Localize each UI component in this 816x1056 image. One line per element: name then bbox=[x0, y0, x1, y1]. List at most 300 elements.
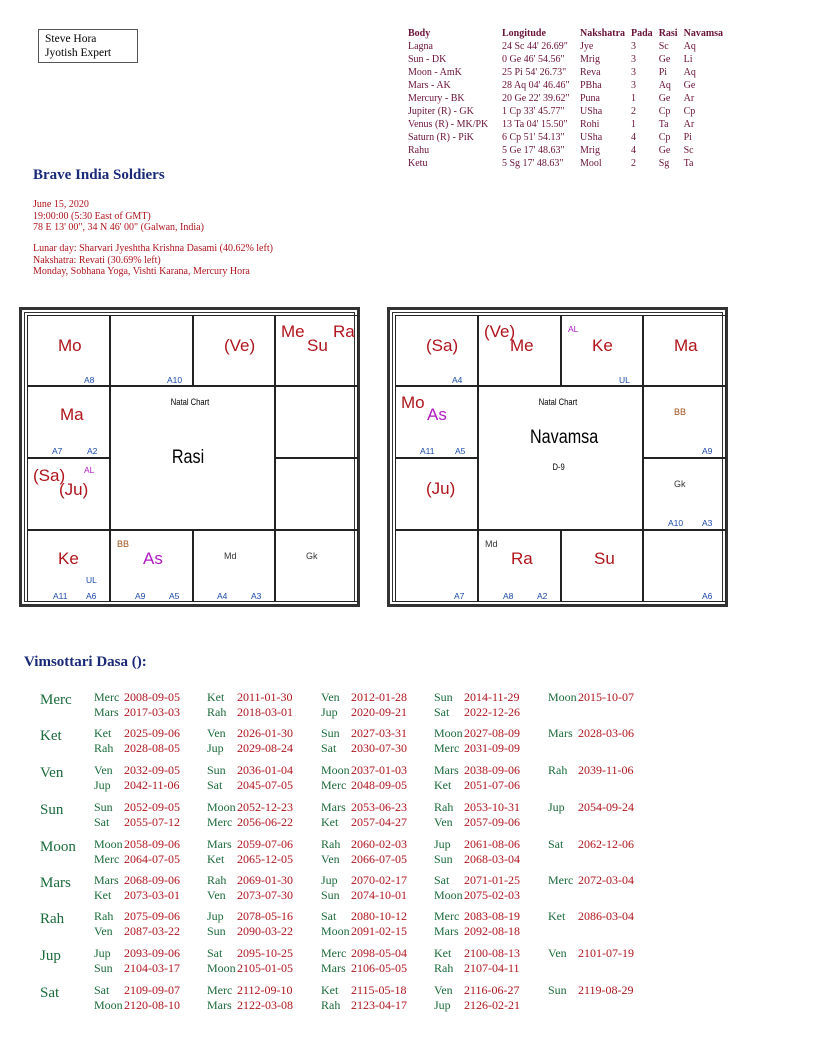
planet-body-cell: Sun - DK bbox=[408, 54, 447, 65]
planet-table bbox=[408, 27, 729, 170]
arudha-label: A4 bbox=[217, 591, 228, 601]
arudha-label: A2 bbox=[537, 591, 548, 601]
planet-label: Ke bbox=[58, 549, 79, 568]
house-cell bbox=[275, 530, 358, 602]
antardasa-date: 2068-09-06 bbox=[124, 873, 180, 887]
planet-longitude-cell: 0 Ge 46' 54.56" bbox=[502, 54, 565, 65]
antardasa-entry bbox=[434, 961, 520, 976]
antardasa-date: 2028-03-06 bbox=[578, 726, 634, 740]
antardasa-lord: Moon bbox=[321, 924, 350, 938]
brand-name: Steve Hora bbox=[45, 33, 97, 45]
col-rasi: Rasi bbox=[658, 28, 678, 39]
dasa-period bbox=[40, 800, 800, 834]
planet-label: Me bbox=[281, 322, 305, 341]
antardasa-date: 2052-12-23 bbox=[237, 800, 293, 814]
antardasa-date: 2071-01-25 bbox=[464, 873, 520, 887]
col-body: Body bbox=[408, 28, 431, 39]
chart-owner-title: Brave India Soldiers bbox=[33, 167, 165, 183]
antardasa-entry bbox=[434, 983, 520, 998]
antardasa-date: 2100-08-13 bbox=[464, 946, 520, 960]
arudha-label: BB bbox=[674, 407, 687, 417]
antardasa-entry bbox=[548, 909, 634, 924]
antardasa-lord: Rah bbox=[434, 800, 454, 814]
antardasa-lord: Ket bbox=[321, 983, 339, 997]
planet-navamsa-cell: Pi bbox=[683, 132, 692, 143]
antardasa-date: 2028-08-05 bbox=[124, 741, 180, 755]
antardasa-date: 2069-01-30 bbox=[237, 873, 293, 887]
planet-body-cell: Moon - AmK bbox=[408, 67, 462, 78]
planet-pada-cell: 1 bbox=[631, 119, 637, 130]
antardasa-lord: Jup bbox=[321, 705, 338, 719]
antardasa-lord: Ket bbox=[434, 778, 452, 792]
antardasa-entry bbox=[94, 888, 180, 903]
planet-longitude-cell: 5 Ge 17' 48.63" bbox=[502, 145, 565, 156]
planet-row bbox=[408, 66, 729, 79]
antardasa-lord: Sun bbox=[434, 852, 453, 866]
antardasa-date: 2042-11-06 bbox=[124, 778, 180, 792]
planet-label: (Ju) bbox=[59, 480, 89, 499]
dasa-lord: Moon bbox=[40, 839, 76, 855]
antardasa-lord: Jup bbox=[94, 946, 111, 960]
planet-row bbox=[408, 131, 729, 144]
planet-label: Ra bbox=[511, 549, 533, 568]
planet-pada-cell: 1 bbox=[631, 93, 637, 104]
antardasa-lord: Ven bbox=[207, 888, 226, 902]
planet-label: (Ve) bbox=[224, 336, 256, 355]
antardasa-date: 2029-08-24 bbox=[237, 741, 293, 755]
planet-body-cell: Venus (R) - MK/PK bbox=[408, 119, 489, 130]
antardasa-date: 2070-02-17 bbox=[351, 873, 407, 887]
dasa-lord: Merc bbox=[40, 692, 72, 708]
dasa-period bbox=[40, 690, 800, 724]
antardasa-lord: Merc bbox=[321, 946, 347, 960]
house-cell bbox=[275, 458, 358, 530]
antardasa-date: 2086-03-04 bbox=[578, 909, 634, 923]
antardasa-date: 2057-09-06 bbox=[464, 815, 520, 829]
planet-row bbox=[408, 79, 729, 92]
planet-nakshatra-cell: Rohi bbox=[580, 119, 600, 130]
antardasa-entry bbox=[321, 983, 407, 998]
dasa-period bbox=[40, 763, 800, 797]
planet-navamsa-cell: Cp bbox=[683, 106, 696, 117]
arudha-label: Md bbox=[485, 539, 498, 549]
antardasa-lord: Merc bbox=[207, 815, 233, 829]
antardasa-date: 2045-07-05 bbox=[237, 778, 293, 792]
antardasa-date: 2115-05-18 bbox=[351, 983, 407, 997]
house-cell bbox=[643, 386, 726, 458]
arudha-label: A6 bbox=[86, 591, 97, 601]
antardasa-lord: Ket bbox=[207, 852, 225, 866]
antardasa-lord: Sun bbox=[207, 924, 226, 938]
antardasa-lord: Ven bbox=[207, 726, 226, 740]
planet-rasi-cell: Sc bbox=[658, 41, 669, 52]
planet-longitude-cell: 20 Ge 22' 39.62" bbox=[502, 93, 570, 104]
planet-navamsa-cell: Aq bbox=[683, 41, 696, 52]
antardasa-entry bbox=[94, 998, 180, 1013]
antardasa-entry bbox=[321, 815, 407, 830]
arudha-label: A7 bbox=[52, 446, 63, 456]
planet-label: Mo bbox=[58, 336, 82, 355]
antardasa-lord: Sun bbox=[321, 726, 340, 740]
birth-place: 78 E 13' 00", 34 N 46' 00" (Galwan, India) bbox=[33, 222, 204, 233]
antardasa-lord: Sun bbox=[321, 888, 340, 902]
col-navamsa: Navamsa bbox=[683, 28, 724, 39]
antardasa-entry bbox=[207, 741, 293, 756]
planet-pada-cell: 2 bbox=[631, 158, 637, 169]
antardasa-date: 2064-07-05 bbox=[124, 852, 180, 866]
chart-caption: Natal Chart bbox=[538, 397, 578, 408]
arudha-label: A9 bbox=[135, 591, 146, 601]
antardasa-entry bbox=[434, 873, 520, 888]
planet-body-cell: Mars - AK bbox=[408, 80, 451, 91]
arudha-label: A11 bbox=[53, 591, 68, 601]
antardasa-date: 2055-07-12 bbox=[124, 815, 180, 829]
antardasa-date: 2119-08-29 bbox=[578, 983, 634, 997]
antardasa-entry bbox=[548, 800, 634, 815]
planet-rasi-cell: Ta bbox=[658, 119, 669, 130]
planet-rasi-cell: Pi bbox=[658, 67, 668, 78]
planet-label: Ma bbox=[60, 405, 84, 424]
planet-rasi-cell: Ge bbox=[658, 145, 671, 156]
antardasa-entry bbox=[321, 946, 407, 961]
planet-pada-cell: 3 bbox=[631, 54, 637, 65]
antardasa-lord: Sat bbox=[94, 815, 110, 829]
planet-nakshatra-cell: USha bbox=[580, 106, 603, 117]
antardasa-date: 2048-09-05 bbox=[351, 778, 407, 792]
planet-navamsa-cell: Ar bbox=[683, 93, 695, 104]
dasa-period bbox=[40, 726, 800, 760]
antardasa-entry bbox=[207, 800, 293, 815]
arudha-label: Gk bbox=[306, 551, 318, 561]
planet-nakshatra-cell: Mool bbox=[580, 158, 602, 169]
house-cell bbox=[478, 530, 561, 602]
chart-center bbox=[478, 386, 643, 530]
antardasa-lord: Merc bbox=[321, 778, 347, 792]
house-cell bbox=[395, 386, 478, 458]
house-cell bbox=[110, 315, 193, 386]
planet-label: Ma bbox=[674, 336, 698, 355]
dasa-period bbox=[40, 983, 800, 1017]
planet-label: Ke bbox=[592, 336, 613, 355]
antardasa-date: 2054-09-24 bbox=[578, 800, 634, 814]
antardasa-lord: Moon bbox=[207, 800, 236, 814]
antardasa-date: 2015-10-07 bbox=[578, 690, 634, 704]
antardasa-entry bbox=[434, 837, 520, 852]
antardasa-date: 2065-12-05 bbox=[237, 852, 293, 866]
antardasa-date: 2075-09-06 bbox=[124, 909, 180, 923]
planet-row bbox=[408, 144, 729, 157]
antardasa-entry bbox=[434, 852, 520, 867]
antardasa-entry bbox=[94, 690, 180, 705]
antardasa-entry bbox=[434, 705, 520, 720]
antardasa-lord: Sat bbox=[321, 741, 337, 755]
dasa-lord: Rah bbox=[40, 911, 65, 927]
antardasa-entry bbox=[321, 888, 407, 903]
planet-longitude-cell: 25 Pi 54' 26.73" bbox=[502, 67, 567, 78]
house-cell bbox=[561, 530, 643, 602]
planet-row bbox=[408, 53, 729, 66]
antardasa-entry bbox=[548, 690, 634, 705]
antardasa-entry bbox=[548, 946, 634, 961]
antardasa-date: 2068-03-04 bbox=[464, 852, 520, 866]
antardasa-entry bbox=[434, 741, 520, 756]
col-longitude: Longitude bbox=[502, 28, 546, 39]
lunar-day: Lunar day: Sharvari Jyeshtha Krishna Dasami (40.62% left) bbox=[33, 243, 273, 254]
dasa-lord: Sat bbox=[40, 985, 60, 1001]
col-pada: Pada bbox=[631, 28, 653, 39]
antardasa-date: 2025-09-06 bbox=[124, 726, 180, 740]
antardasa-date: 2078-05-16 bbox=[237, 909, 293, 923]
planet-pada-cell: 3 bbox=[631, 80, 637, 91]
antardasa-entry bbox=[207, 983, 293, 998]
antardasa-entry bbox=[434, 815, 520, 830]
planet-label: Su bbox=[307, 336, 328, 355]
antardasa-lord: Ven bbox=[434, 815, 453, 829]
planet-body-cell: Lagna bbox=[408, 41, 433, 52]
antardasa-entry bbox=[434, 778, 520, 793]
planet-navamsa-cell: Ge bbox=[683, 80, 696, 91]
antardasa-date: 2116-06-27 bbox=[464, 983, 520, 997]
antardasa-date: 2092-08-18 bbox=[464, 924, 520, 938]
dasa-lord: Ket bbox=[40, 728, 62, 744]
planet-pada-cell: 4 bbox=[631, 132, 637, 143]
arudha-label: UL bbox=[86, 575, 97, 585]
antardasa-lord: Merc bbox=[434, 909, 460, 923]
antardasa-entry bbox=[94, 909, 180, 924]
dasa-lord: Sun bbox=[40, 802, 64, 818]
antardasa-lord: Rah bbox=[321, 998, 341, 1012]
antardasa-entry bbox=[207, 873, 293, 888]
antardasa-lord: Ven bbox=[434, 983, 453, 997]
arudha-label: A10 bbox=[668, 518, 684, 528]
antardasa-entry bbox=[434, 690, 520, 705]
antardasa-entry bbox=[434, 946, 520, 961]
antardasa-entry bbox=[434, 998, 520, 1013]
antardasa-lord: Merc bbox=[94, 852, 120, 866]
brand-box bbox=[38, 29, 138, 63]
planet-nakshatra-cell: Puna bbox=[580, 93, 600, 104]
antardasa-date: 2109-09-07 bbox=[124, 983, 180, 997]
antardasa-lord: Merc bbox=[548, 873, 574, 887]
planet-label: Su bbox=[594, 549, 615, 568]
arudha-label: A9 bbox=[702, 446, 713, 456]
antardasa-date: 2038-09-06 bbox=[464, 763, 520, 777]
arudha-label: BB bbox=[117, 539, 130, 549]
antardasa-lord: Rah bbox=[207, 705, 227, 719]
antardasa-entry bbox=[321, 741, 407, 756]
antardasa-entry bbox=[94, 983, 180, 998]
antardasa-lord: Moon bbox=[321, 763, 350, 777]
planet-nakshatra-cell: Jye bbox=[580, 41, 594, 52]
antardasa-entry bbox=[321, 778, 407, 793]
panchang-details bbox=[33, 243, 273, 278]
antardasa-entry bbox=[548, 983, 634, 998]
antardasa-date: 2123-04-17 bbox=[351, 998, 407, 1012]
house-cell bbox=[395, 458, 478, 530]
antardasa-date: 2062-12-06 bbox=[578, 837, 634, 851]
house-cell bbox=[395, 315, 478, 386]
house-cell bbox=[275, 315, 358, 386]
arudha-label: Md bbox=[224, 551, 237, 561]
planet-longitude-cell: 28 Aq 04' 46.46" bbox=[502, 80, 570, 91]
planet-navamsa-cell: Sc bbox=[683, 145, 694, 156]
chart-caption: Natal Chart bbox=[170, 397, 210, 408]
antardasa-date: 2073-03-01 bbox=[124, 888, 180, 902]
antardasa-entry bbox=[94, 815, 180, 830]
antardasa-lord: Rah bbox=[94, 909, 114, 923]
antardasa-lord: Mars bbox=[321, 961, 346, 975]
arudha-label: A8 bbox=[503, 591, 514, 601]
planet-longitude-cell: 5 Sg 17' 48.63" bbox=[502, 158, 564, 169]
arudha-label: UL bbox=[619, 375, 630, 385]
antardasa-date: 2098-05-04 bbox=[351, 946, 407, 960]
antardasa-lord: Moon bbox=[207, 961, 236, 975]
antardasa-entry bbox=[94, 961, 180, 976]
antardasa-lord: Jup bbox=[321, 873, 338, 887]
antardasa-lord: Rah bbox=[548, 763, 568, 777]
brand-tagline: Jyotish Expert bbox=[45, 47, 112, 59]
arudha-label: A5 bbox=[169, 591, 180, 601]
arudha-label: A7 bbox=[454, 591, 465, 601]
antardasa-lord: Ven bbox=[548, 946, 567, 960]
house-cell bbox=[478, 315, 561, 386]
arudha-label: AL bbox=[84, 465, 95, 475]
planet-longitude-cell: 13 Ta 04' 15.50" bbox=[502, 119, 568, 130]
antardasa-date: 2105-01-05 bbox=[237, 961, 293, 975]
antardasa-entry bbox=[548, 837, 634, 852]
house-cell bbox=[643, 458, 726, 530]
antardasa-entry bbox=[321, 961, 407, 976]
antardasa-entry bbox=[94, 946, 180, 961]
planet-body-cell: Ketu bbox=[408, 158, 428, 169]
arudha-label: A4 bbox=[452, 375, 463, 385]
antardasa-lord: Mars bbox=[434, 763, 459, 777]
antardasa-date: 2036-01-04 bbox=[237, 763, 293, 777]
planet-body-cell: Jupiter (R) - GK bbox=[408, 106, 474, 117]
antardasa-lord: Rah bbox=[321, 837, 341, 851]
arudha-label: A3 bbox=[251, 591, 262, 601]
birth-details bbox=[33, 199, 204, 234]
antardasa-entry bbox=[434, 763, 520, 778]
antardasa-lord: Jup bbox=[434, 998, 451, 1012]
antardasa-entry bbox=[321, 837, 407, 852]
antardasa-entry bbox=[207, 998, 293, 1013]
planet-rasi-cell: Cp bbox=[658, 132, 671, 143]
antardasa-entry bbox=[94, 726, 180, 741]
antardasa-lord: Jup bbox=[94, 778, 111, 792]
planet-row bbox=[408, 40, 729, 53]
antardasa-date: 2027-08-09 bbox=[464, 726, 520, 740]
antardasa-lord: Sat bbox=[434, 873, 450, 887]
antardasa-date: 2032-09-05 bbox=[124, 763, 180, 777]
antardasa-lord: Sun bbox=[94, 961, 113, 975]
antardasa-lord: Ven bbox=[321, 690, 340, 704]
arudha-label: Gk bbox=[674, 479, 686, 489]
arudha-label: A11 bbox=[420, 446, 435, 456]
antardasa-entry bbox=[321, 705, 407, 720]
chart-name: Rasi bbox=[171, 447, 205, 468]
planet-navamsa-cell: Ar bbox=[683, 119, 695, 130]
planet-label: Ra bbox=[333, 322, 355, 341]
antardasa-entry bbox=[207, 705, 293, 720]
antardasa-entry bbox=[434, 726, 520, 741]
antardasa-entry bbox=[207, 837, 293, 852]
planet-rasi-cell: Ge bbox=[658, 54, 671, 65]
planet-rasi-cell: Cp bbox=[658, 106, 671, 117]
planet-row bbox=[408, 105, 729, 118]
antardasa-date: 2056-06-22 bbox=[237, 815, 293, 829]
antardasa-date: 2014-11-29 bbox=[464, 690, 520, 704]
antardasa-lord: Sat bbox=[548, 837, 564, 851]
dasa-period bbox=[40, 873, 800, 907]
antardasa-lord: Rah bbox=[434, 961, 454, 975]
antardasa-date: 2087-03-22 bbox=[124, 924, 180, 938]
planet-longitude-cell: 6 Cp 51' 54.13" bbox=[502, 132, 565, 143]
col-nakshatra: Nakshatra bbox=[580, 28, 626, 39]
antardasa-date: 2018-03-01 bbox=[237, 705, 293, 719]
planet-label: (Ju) bbox=[426, 479, 456, 498]
antardasa-entry bbox=[94, 778, 180, 793]
planet-navamsa-cell: Aq bbox=[683, 67, 696, 78]
planet-label: As bbox=[143, 549, 163, 568]
dasa-title: Vimsottari Dasa (): bbox=[24, 654, 147, 670]
house-cell bbox=[275, 386, 358, 458]
arudha-label: A3 bbox=[702, 518, 713, 528]
planet-body-cell: Mercury - BK bbox=[408, 93, 465, 104]
house-cell bbox=[643, 530, 726, 602]
planet-pada-cell: 2 bbox=[631, 106, 637, 117]
antardasa-date: 2120-08-10 bbox=[124, 998, 180, 1012]
antardasa-entry bbox=[207, 909, 293, 924]
antardasa-entry bbox=[434, 909, 520, 924]
antardasa-lord: Moon bbox=[94, 837, 123, 851]
planet-pada-cell: 3 bbox=[631, 41, 637, 52]
antardasa-entry bbox=[94, 924, 180, 939]
birth-date: June 15, 2020 bbox=[33, 199, 89, 210]
antardasa-date: 2012-01-28 bbox=[351, 690, 407, 704]
antardasa-entry bbox=[321, 924, 407, 939]
antardasa-lord: Jup bbox=[207, 741, 224, 755]
rasi-chart bbox=[19, 307, 360, 607]
dasa-period bbox=[40, 946, 800, 980]
antardasa-lord: Mars bbox=[207, 837, 232, 851]
planet-rasi-cell: Sg bbox=[658, 158, 670, 169]
house-cell bbox=[193, 315, 275, 386]
planet-row bbox=[408, 118, 729, 131]
antardasa-lord: Mars bbox=[207, 998, 232, 1012]
antardasa-date: 2107-04-11 bbox=[464, 961, 520, 975]
antardasa-date: 2053-10-31 bbox=[464, 800, 520, 814]
antardasa-date: 2039-11-06 bbox=[578, 763, 634, 777]
antardasa-entry bbox=[207, 888, 293, 903]
antardasa-date: 2080-10-12 bbox=[351, 909, 407, 923]
antardasa-entry bbox=[94, 705, 180, 720]
antardasa-date: 2101-07-19 bbox=[578, 946, 634, 960]
antardasa-entry bbox=[321, 763, 407, 778]
antardasa-entry bbox=[434, 888, 520, 903]
planet-nakshatra-cell: Reva bbox=[580, 67, 601, 78]
antardasa-date: 2074-10-01 bbox=[351, 888, 407, 902]
antardasa-lord: Mars bbox=[321, 800, 346, 814]
arudha-label: A5 bbox=[455, 446, 466, 456]
antardasa-date: 2051-07-06 bbox=[464, 778, 520, 792]
house-cell bbox=[27, 386, 110, 458]
antardasa-entry bbox=[321, 873, 407, 888]
house-cell bbox=[643, 315, 726, 386]
antardasa-lord: Sat bbox=[94, 983, 110, 997]
antardasa-entry bbox=[207, 763, 293, 778]
house-cell bbox=[27, 458, 110, 530]
